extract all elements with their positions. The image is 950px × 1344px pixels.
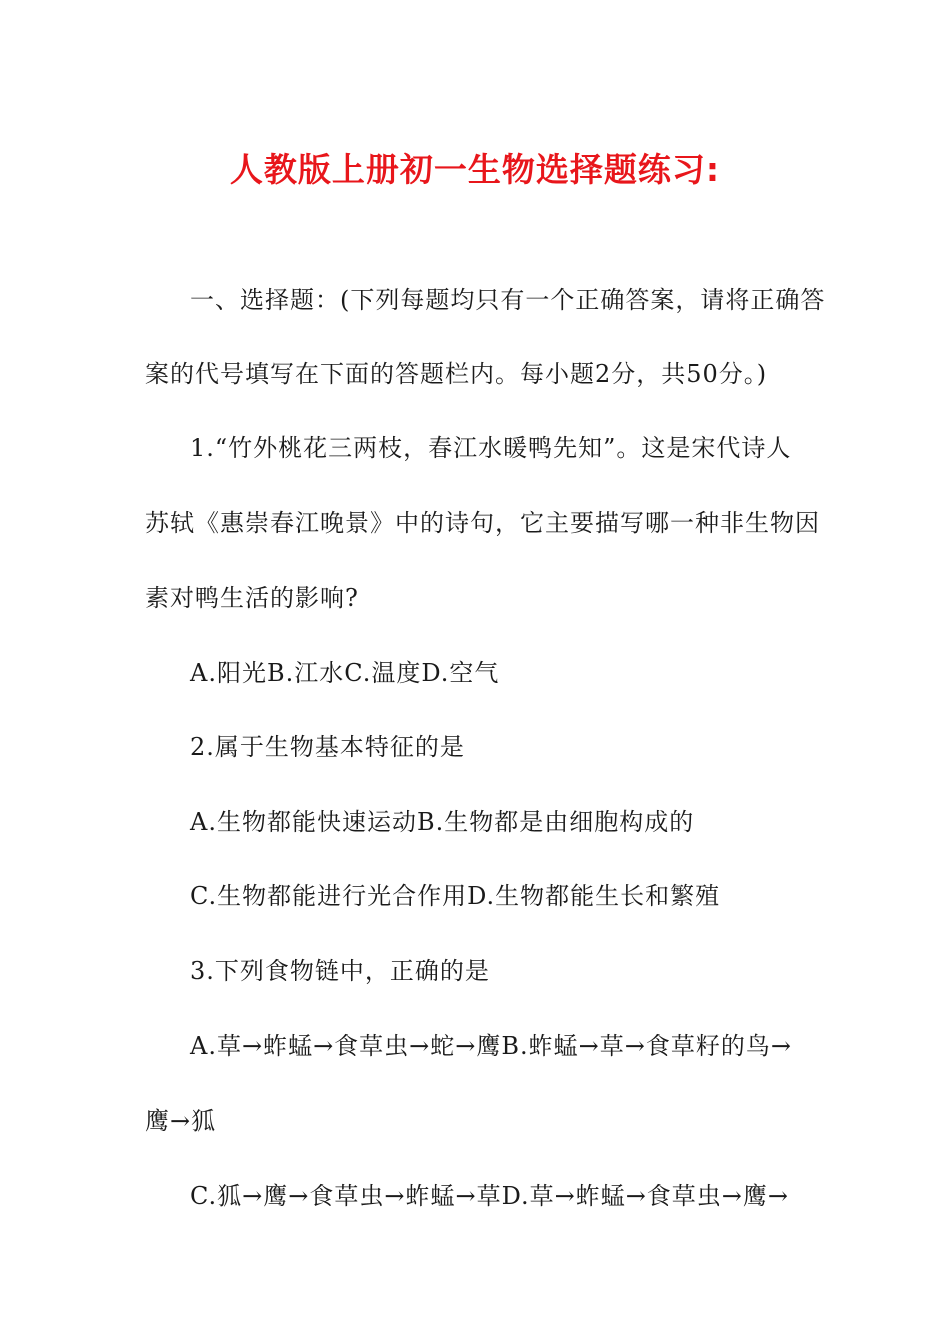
question-1-line-1: 1.“竹外桃花三两枝，春江水暖鸭先知”。这是宋代诗人: [190, 434, 792, 462]
question-3-options-cd: C.狐→鹰→食草虫→蚱蜢→草D.草→蚱蜢→食草虫→鹰→: [190, 1182, 790, 1210]
question-2-options-ab: A.生物都能快速运动B.生物都是由细胞构成的: [190, 808, 695, 836]
question-3-options-ab-line-2: 鹰→狐: [145, 1107, 217, 1135]
question-2-stem: 2.属于生物基本特征的是: [190, 733, 465, 761]
question-2-options-cd: C.生物都能进行光合作用D.生物都能生长和繁殖: [190, 882, 721, 910]
question-1-options: A.阳光B.江水C.温度D.空气: [190, 659, 500, 687]
section-intro-line-1: 一、选择题：(下列每题均只有一个正确答案，请将正确答: [190, 286, 826, 314]
document-title: 人教版上册初一生物选择题练习:: [229, 150, 721, 189]
question-3-stem: 3.下列食物链中，正确的是: [190, 957, 490, 985]
section-intro-line-2: 案的代号填写在下面的答题栏内。每小题2分，共50分。): [145, 360, 768, 388]
question-1-line-2: 苏轼《惠崇春江晚景》中的诗句，它主要描写哪一种非生物因: [145, 509, 820, 537]
question-3-options-ab-line-1: A.草→蚱蜢→食草虫→蛇→鹰B.蚱蜢→草→食草籽的鸟→: [190, 1032, 792, 1060]
question-1-line-3: 素对鸭生活的影响?: [145, 584, 359, 612]
